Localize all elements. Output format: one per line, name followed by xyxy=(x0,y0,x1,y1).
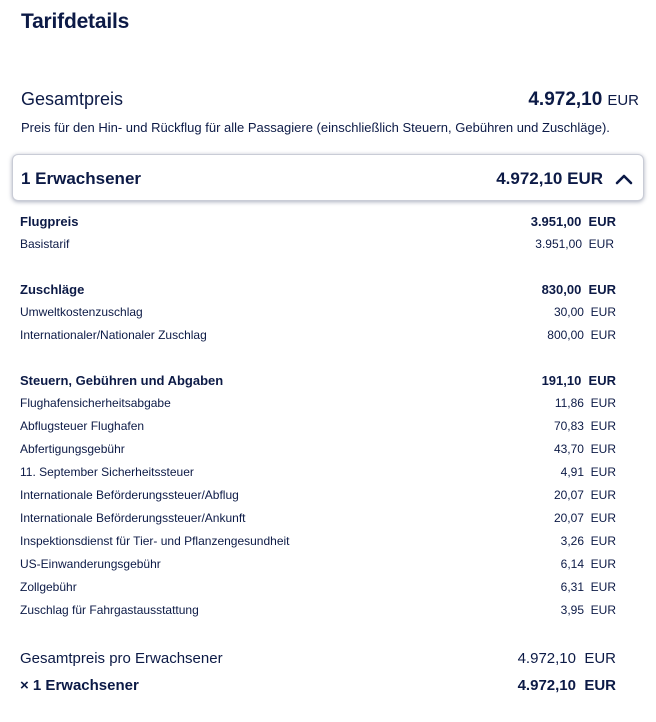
tax-line-item xyxy=(20,442,616,462)
tax-line-item xyxy=(20,580,616,600)
line-item-label: Internationale Beförderungssteuer/Abflug xyxy=(20,488,239,502)
per-adult-total-label: Gesamtpreis pro Erwachsener xyxy=(20,650,223,667)
tax-line-item xyxy=(20,488,616,508)
tax-line-item xyxy=(20,396,616,416)
line-item-label: Zollgebühr xyxy=(20,580,77,594)
total-price-amount xyxy=(528,89,639,111)
line-item-amount: 3,95 EUR xyxy=(560,603,616,617)
line-item-label: Abflugsteuer Flughafen xyxy=(20,419,145,433)
line-item-label: Internationale Beförderungssteuer/Ankunft xyxy=(20,511,246,525)
line-item-amount: 20,07 EUR xyxy=(553,511,616,525)
line-item-label: Inspektionsdienst für Tier- und Pflanzengesundheit xyxy=(20,534,290,548)
line-item-amount: 43,70 EUR xyxy=(553,442,616,456)
section-amount: 830,00 EUR xyxy=(541,282,616,297)
line-item-amount: 70,83 EUR xyxy=(553,419,616,433)
line-item-label: 11. September Sicherheitssteuer xyxy=(20,465,194,479)
surcharges-section-header xyxy=(20,282,616,302)
fare-section-header xyxy=(20,214,616,234)
section-amount: 191,10 EUR xyxy=(541,373,616,388)
line-item-amount: 800,00 EUR xyxy=(547,328,616,342)
chevron-up-icon[interactable] xyxy=(613,168,635,190)
line-item-amount: 3.951,00 EUR xyxy=(535,237,614,251)
tax-line-item xyxy=(20,603,616,623)
line-item-label: Internationaler/Nationaler Zuschlag xyxy=(20,328,207,342)
line-item-amount: 11,86 EUR xyxy=(554,396,616,410)
surcharge-line-item xyxy=(20,328,616,348)
line-item-amount: 30,00 EUR xyxy=(553,305,616,319)
total-price-value: 4.972,10 xyxy=(528,89,603,110)
line-item-amount: 20,07 EUR xyxy=(553,488,616,502)
fare-line-item xyxy=(20,237,616,257)
section-heading: Flugpreis xyxy=(20,214,79,229)
multiplier-total-row xyxy=(20,677,616,699)
multiplier-label: × 1 Erwachsener xyxy=(20,677,139,694)
line-item-amount: 6,31 EUR xyxy=(560,580,616,594)
total-price-description: Preis für den Hin- und Rückflug für alle Passagiere (einschließlich Steuern, Gebühren und Zuschläge). xyxy=(21,120,610,135)
tax-line-item xyxy=(20,419,616,439)
tax-line-item xyxy=(20,534,616,554)
line-item-amount: 6,14 EUR xyxy=(560,557,616,571)
per-adult-total-amount: 4.972,10 EUR xyxy=(517,650,616,667)
section-heading: Zuschläge xyxy=(20,282,85,297)
passenger-accordion-toggle[interactable] xyxy=(12,154,644,201)
line-item-label: Umweltkostenzuschlag xyxy=(20,305,143,319)
passenger-label: 1 Erwachsener xyxy=(21,169,142,188)
tax-line-item xyxy=(20,557,616,577)
line-item-label: Flughafensicherheitsabgabe xyxy=(20,396,171,410)
line-item-amount: 3,26 EUR xyxy=(560,534,616,548)
passenger-amount: 4.972,10 EUR xyxy=(496,169,603,188)
section-amount: 3.951,00 EUR xyxy=(530,214,616,229)
line-item-label: Basistarif xyxy=(20,237,70,251)
line-item-amount: 4,91 EUR xyxy=(560,465,616,479)
line-item-label: Abfertigungsgebühr xyxy=(20,442,125,456)
line-item-label: Zuschlag für Fahrgastausstattung xyxy=(20,603,199,617)
taxes-section-header xyxy=(20,373,616,393)
total-price-currency: EUR xyxy=(607,92,639,109)
page-title: Tarifdetails xyxy=(21,10,130,33)
line-item-label: US-Einwanderungsgebühr xyxy=(20,557,161,571)
total-price-label: Gesamtpreis xyxy=(21,89,124,109)
tax-line-item xyxy=(20,511,616,531)
tax-line-item xyxy=(20,465,616,485)
section-heading: Steuern, Gebühren und Abgaben xyxy=(20,373,224,388)
surcharge-line-item xyxy=(20,305,616,325)
multiplier-amount: 4.972,10 EUR xyxy=(517,677,616,694)
per-adult-total-row xyxy=(20,650,616,672)
